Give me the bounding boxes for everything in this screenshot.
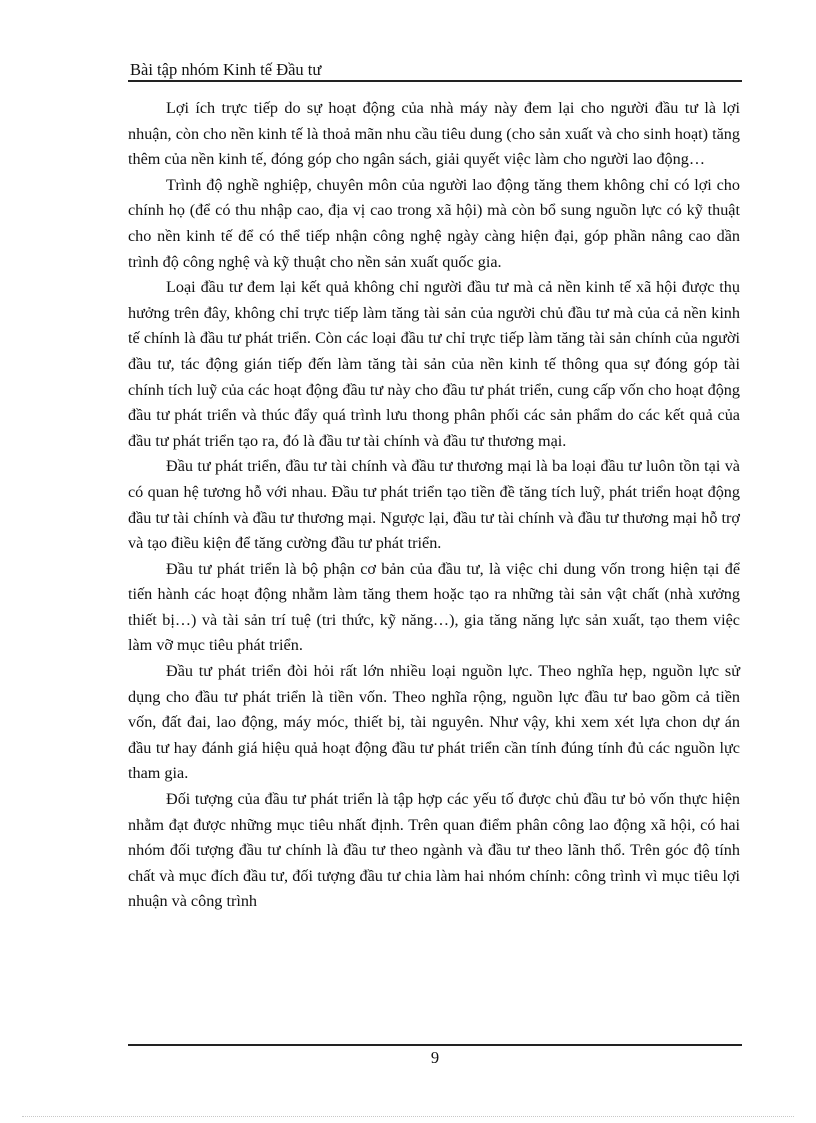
footer-rule [128,1044,742,1046]
paragraph-1: Lợi ích trực tiếp do sự hoạt động của nhà máy này đem lại cho người đầu tư là lợi nhuận, còn cho nền kinh tế là thoả mãn nhu cầu tiêu dung (cho sản xuất và cho sinh hoạt) tăng thêm của nền kinh tế, đóng góp cho ngân sách, giải quyết việc làm cho người lao động… [128,99,740,169]
paragraph-6: Đầu tư phát triển đòi hỏi rất lớn nhiều loại nguồn lực. Theo nghĩa hẹp, nguồn lực sử dụng cho đầu tư phát triển là tiền vốn. Theo nghĩa rộng, nguồn lực đầu tư bao gồm cả tiền vốn, đất đai, lao động, máy móc, thiết bị, tài nguyên. Như vậy, khi xem xét lựa chon dự án đầu tư hay đánh giá hiệu quả hoạt động đầu tư phát triển cần tính đúng tính đủ các nguồn lực tham gia. [128,662,740,783]
header-title: Bài tập nhóm Kinh tế Đầu tư [130,60,322,79]
page-footer [128,1044,742,1084]
header-rule [128,80,742,82]
paragraph-5: Đầu tư phát triển là bộ phận cơ bản của đầu tư, là việc chi dung vốn trong hiện tại để tiến hành các hoạt động nhằm làm tăng them hoặc tạo ra những tài sản vật chất (nhà xưởng thiết bị…) và tài sản trí tuệ (tri thức, kỹ năng…), gia tăng năng lực sản xuất, tạo them việc làm vỡ mục tiêu phát triển. [128,559,740,655]
paragraph-4: Đầu tư phát triển, đầu tư tài chính và đầu tư thương mại là ba loại đầu tư luôn tồn tại và có quan hệ tương hỗ với nhau. Đầu tư phát triển tạo tiền đề tăng tích luỹ, phát triển hoạt động đầu tư tài chính và đầu tư thương mại. Ngược lại, đầu tư tài chính và đầu tư thương mại hỗ trợ và tạo điều kiện để tăng cường đầu tư phát triển. [128,457,740,553]
page-header [128,58,742,82]
page-edge-divider [22,1116,794,1117]
paragraph-2: Trình độ nghề nghiệp, chuyên môn của người lao động tăng them không chỉ có lợi cho chính họ (để có thu nhập cao, địa vị cao trong xã hội) mà còn bổ sung nguồn lực có kỹ thuật cho nền kinh tế để có thể tiếp nhận công nghệ ngày càng hiện đại, góp phần nâng cao dần trình độ công nghệ và kỹ thuật cho nền sản xuất quốc gia. [128,175,740,271]
paragraph-7: Đối tượng của đầu tư phát triển là tập hợp các yếu tố được chủ đầu tư bỏ vốn thực hiện nhằm đạt được những mục tiêu nhất định. Trên quan điểm phân công lao động xã hội, có hai nhóm đối tượng đầu tư chính là đầu tư theo ngành và đầu tư theo lãnh thổ. Trên góc độ tính chất và mục đích đầu tư, đối tượng đầu tư chia làm hai nhóm chính: công trình vì mục tiêu lợi nhuận và công trình [128,790,740,911]
document-body [128,96,740,915]
paragraph-3: Loại đầu tư đem lại kết quả không chỉ người đầu tư mà cả nền kinh tế xã hội được thụ hưởng trên đây, không chỉ trực tiếp làm tăng tài sản của người chủ đầu tư mà của cả nền kinh tế chính là đầu tư phát triển. Còn các loại đầu tư chỉ trực tiếp làm tăng tài sản chính của người đầu tư, tác động gián tiếp đến làm tăng tài sản của nền kinh tế thông qua sự đóng góp tài chính tích luỹ của các hoạt động đầu tư này cho đầu tư phát triển, cung cấp vốn cho hoạt động đầu tư phát triển và thúc đẩy quá trình lưu thong phân phối các sản phẩm do các kết quả của đầu tư phát triển tạo ra, đó là đầu tư tài chính và đầu tư thương mại. [128,278,740,450]
page-number: 9 [430,1048,440,1067]
